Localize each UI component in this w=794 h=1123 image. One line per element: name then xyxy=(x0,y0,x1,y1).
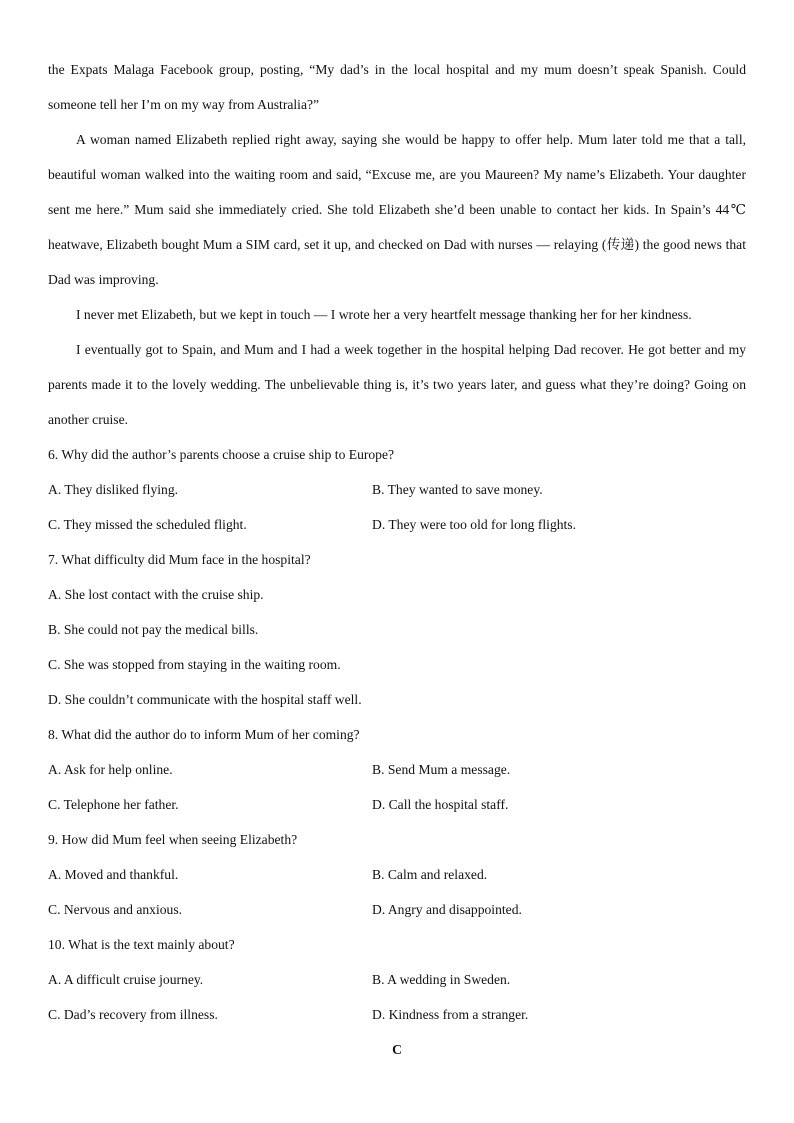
option-a: A. Moved and thankful. xyxy=(48,867,179,882)
question-stem: 9. How did Mum feel when seeing Elizabeth? xyxy=(48,832,298,847)
question-stem: 10. What is the text mainly about? xyxy=(48,937,235,952)
section-heading: C xyxy=(392,1042,402,1057)
option-d: D. Kindness from a stranger. xyxy=(372,1007,529,1022)
option-c: C. They missed the scheduled flight. xyxy=(48,517,247,532)
option-b: B. They wanted to save money. xyxy=(372,482,543,497)
passage-paragraph: I never met Elizabeth, but we kept in touch — I wrote her a very heartfelt message thanking her for her kindness. xyxy=(76,307,692,322)
option-b: B. She could not pay the medical bills. xyxy=(48,622,259,637)
option-d: D. Angry and disappointed. xyxy=(372,902,522,917)
document-page xyxy=(48,52,746,1067)
option-c: C. Telephone her father. xyxy=(48,797,179,812)
question-stem: 8. What did the author do to inform Mum of her coming? xyxy=(48,727,360,742)
option-b: B. Calm and relaxed. xyxy=(372,867,488,882)
question-10 xyxy=(48,927,746,1032)
question-9 xyxy=(48,822,746,927)
option-a: A. Ask for help online. xyxy=(48,762,173,777)
option-d: D. Call the hospital staff. xyxy=(372,797,509,812)
option-a: A. She lost contact with the cruise ship. xyxy=(48,587,264,602)
question-stem: 7. What difficulty did Mum face in the hospital? xyxy=(48,552,311,567)
option-a: A. A difficult cruise journey. xyxy=(48,972,204,987)
question-stem: 6. Why did the author’s parents choose a cruise ship to Europe? xyxy=(48,447,395,462)
option-d: D. She couldn’t communicate with the hospital staff well. xyxy=(48,692,362,707)
passage-paragraph: A woman named Elizabeth replied right away, saying she would be happy to offer help. Mum later told me that a tall, beautiful woman walked into the waiting room and said, “Excuse me, are you Maureen? My name’s Elizabeth. Your daughter sent me here.” Mum said she immediately cried. She told Elizabeth she’d been unable to contact her kids. In Spain’s 44℃ heatwave, Elizabeth bought Mum a SIM card, set it up, and checked on Dad with nurses — relaying (传递) the good news that Dad was improving. xyxy=(48,132,746,287)
option-b: B. A wedding in Sweden. xyxy=(372,972,511,987)
option-d: D. They were too old for long flights. xyxy=(372,517,576,532)
option-c: C. She was stopped from staying in the waiting room. xyxy=(48,657,341,672)
option-a: A. They disliked flying. xyxy=(48,482,179,497)
option-c: C. Nervous and anxious. xyxy=(48,902,183,917)
option-c: C. Dad’s recovery from illness. xyxy=(48,1007,218,1022)
question-8 xyxy=(48,717,746,822)
question-6 xyxy=(48,437,746,542)
passage-paragraph: the Expats Malaga Facebook group, posting, “My dad’s in the local hospital and my mum doesn’t speak Spanish. Could someone tell her I’m on my way from Australia?” xyxy=(48,62,746,112)
passage-paragraph: I eventually got to Spain, and Mum and I had a week together in the hospital helping Dad recover. He got better and my parents made it to the lovely wedding. The unbelievable thing is, it’s two years later, and guess what they’re doing? Going on another cruise. xyxy=(48,342,746,427)
option-b: B. Send Mum a message. xyxy=(372,762,511,777)
question-7 xyxy=(48,542,746,717)
